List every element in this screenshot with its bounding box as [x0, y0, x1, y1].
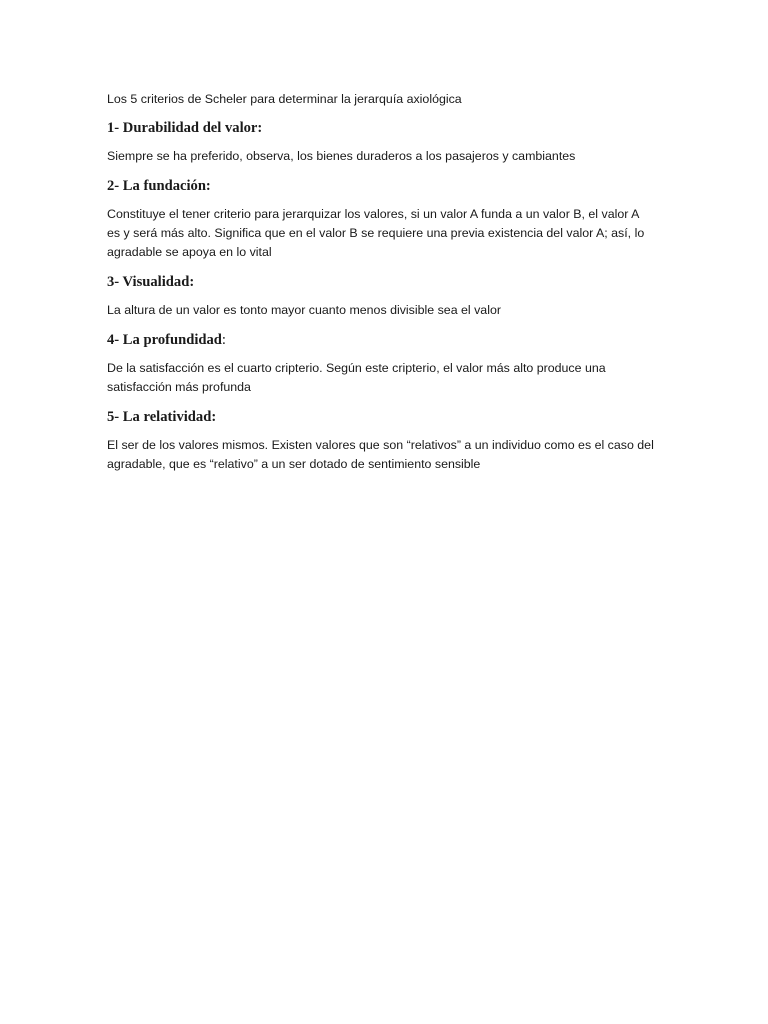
paragraph-line: agradable se apoya en lo vital — [107, 245, 272, 259]
section-heading-text: 1- Durabilidad del valor: — [107, 120, 263, 136]
paragraph-line: Siempre se ha preferido, observa, los bienes duraderos a los pasajeros y cambiantes — [107, 149, 576, 163]
section-heading — [107, 407, 667, 427]
section-profundidad — [107, 330, 667, 397]
paragraph-line: El ser de los valores mismos. Existen valores que son “relativos” a un individuo como es el caso del — [107, 438, 654, 452]
paragraph-line: es y será más alto. Significa que en el valor B se requiere una previa existencia del valor A; así, lo — [107, 226, 645, 240]
section-heading-text: 2- La fundación: — [107, 178, 211, 194]
paragraph-line: La altura de un valor es tonto mayor cuanto menos divisible sea el valor — [107, 303, 501, 317]
section-paragraph — [107, 301, 667, 320]
paragraph-line: satisfacción más profunda — [107, 380, 251, 394]
paragraph-line: De la satisfacción es el cuarto cripterio. Según este cripterio, el valor más alto produce una — [107, 361, 606, 375]
section-heading-suffix: : — [221, 332, 226, 348]
section-heading — [107, 272, 667, 292]
paragraph-line: Constituye el tener criterio para jerarquizar los valores, si un valor A funda a un valor B, el valor A — [107, 207, 640, 221]
section-heading — [107, 118, 667, 138]
section-durabilidad — [107, 118, 667, 166]
section-fundacion — [107, 176, 667, 262]
section-paragraph — [107, 147, 667, 166]
document-title: Los 5 criterios de Scheler para determinar la jerarquía axiológica — [107, 92, 462, 106]
section-heading-text: 4- La profundidad — [107, 332, 222, 348]
section-paragraph — [107, 436, 667, 474]
section-heading-text: 3- Visualidad: — [107, 274, 195, 290]
section-heading — [107, 176, 667, 196]
document-page — [107, 90, 667, 484]
section-relatividad — [107, 407, 667, 474]
section-heading — [107, 330, 667, 350]
section-paragraph — [107, 205, 667, 262]
section-heading-text: 5- La relatividad: — [107, 409, 217, 425]
section-paragraph — [107, 359, 667, 397]
section-visualidad — [107, 272, 667, 320]
paragraph-line: agradable, que es “relativo” a un ser dotado de sentimiento sensible — [107, 457, 481, 471]
